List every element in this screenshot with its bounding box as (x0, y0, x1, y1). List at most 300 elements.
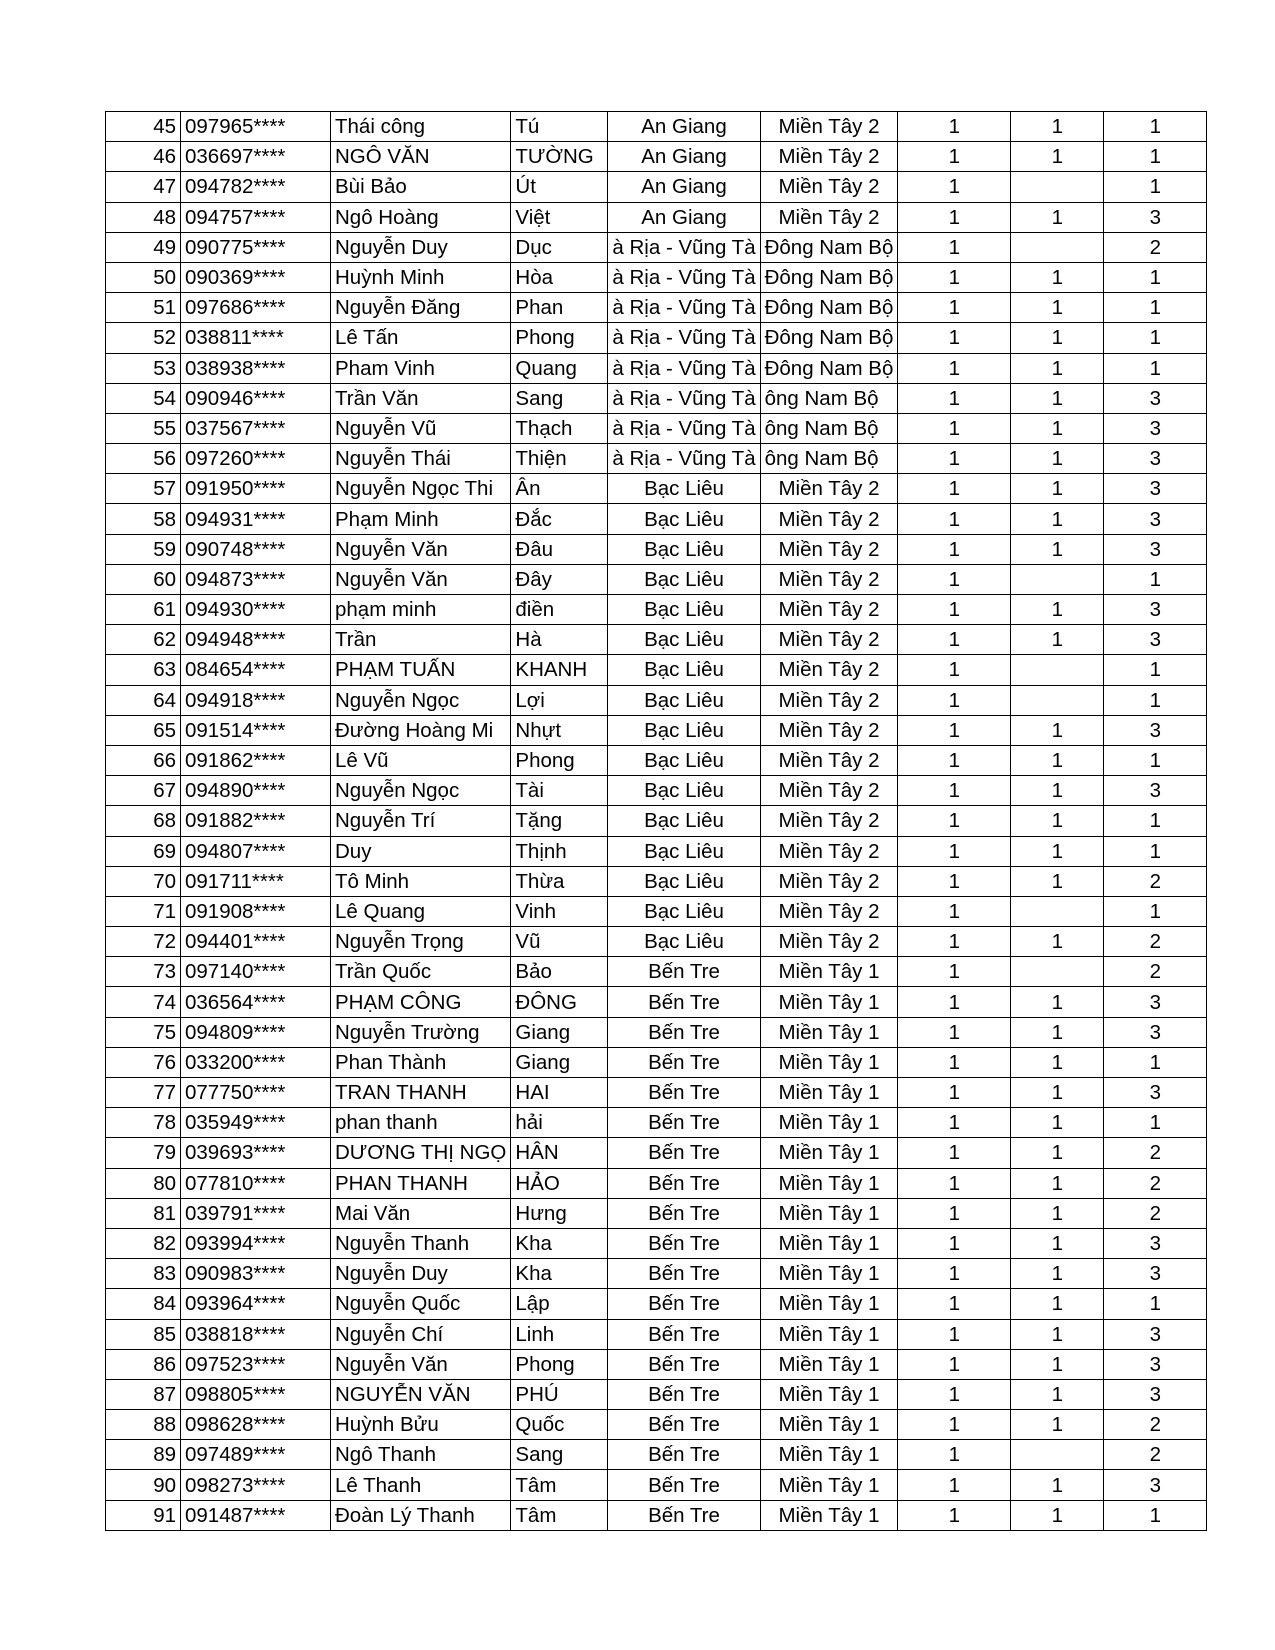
phone-number-cell: 035949**** (181, 1108, 331, 1138)
province-cell: à Rịa - Vũng Tà (608, 413, 760, 443)
region-cell: Miền Tây 2 (760, 655, 898, 685)
phone-number-cell: 038818**** (181, 1319, 331, 1349)
region-cell: Miền Tây 2 (760, 474, 898, 504)
count-3-cell: 3 (1104, 1259, 1207, 1289)
row-number-cell: 68 (106, 806, 181, 836)
count-2-cell: 1 (1011, 776, 1104, 806)
table-row (106, 1108, 1207, 1138)
province-cell: Bến Tre (608, 1470, 760, 1500)
family-name-cell: NGUYỄN VĂN (331, 1379, 511, 1409)
count-2-cell: 1 (1011, 1410, 1104, 1440)
province-cell: An Giang (608, 112, 760, 142)
table-row (106, 534, 1207, 564)
region-cell: Miền Tây 1 (760, 1047, 898, 1077)
province-cell: Bến Tre (608, 1017, 760, 1047)
count-2-cell (1011, 1440, 1104, 1470)
given-name-cell: Quốc (511, 1410, 608, 1440)
family-name-cell: Nguyễn Duy (331, 1259, 511, 1289)
given-name-cell: Việt (511, 202, 608, 232)
phone-number-cell: 091950**** (181, 474, 331, 504)
table-row (106, 413, 1207, 443)
count-2-cell (1011, 232, 1104, 262)
count-2-cell: 1 (1011, 474, 1104, 504)
given-name-cell: Tâm (511, 1500, 608, 1530)
region-cell: Miền Tây 2 (760, 564, 898, 594)
count-1-cell: 1 (898, 1440, 1011, 1470)
phone-number-cell: 094873**** (181, 564, 331, 594)
count-3-cell: 2 (1104, 232, 1207, 262)
count-2-cell (1011, 172, 1104, 202)
given-name-cell: Ân (511, 474, 608, 504)
count-1-cell: 1 (898, 1500, 1011, 1530)
count-3-cell: 2 (1104, 1168, 1207, 1198)
region-cell: Đông Nam Bộ (760, 293, 898, 323)
count-2-cell: 1 (1011, 595, 1104, 625)
table-row (106, 1500, 1207, 1530)
given-name-cell: Phong (511, 323, 608, 353)
given-name-cell: Tặng (511, 806, 608, 836)
given-name-cell: TƯỜNG (511, 142, 608, 172)
count-3-cell: 1 (1104, 806, 1207, 836)
count-2-cell: 1 (1011, 1108, 1104, 1138)
region-cell: Miền Tây 1 (760, 1410, 898, 1440)
given-name-cell: PHÚ (511, 1379, 608, 1409)
phone-number-cell: 091711**** (181, 866, 331, 896)
family-name-cell: PHAN THANH (331, 1168, 511, 1198)
row-number-cell: 70 (106, 866, 181, 896)
table-row (106, 504, 1207, 534)
count-2-cell: 1 (1011, 1500, 1104, 1530)
count-3-cell: 1 (1104, 323, 1207, 353)
count-1-cell: 1 (898, 564, 1011, 594)
phone-number-cell: 094930**** (181, 595, 331, 625)
region-cell: ông Nam Bộ (760, 383, 898, 413)
region-cell: Miền Tây 1 (760, 1470, 898, 1500)
count-1-cell: 1 (898, 1259, 1011, 1289)
province-cell: Bến Tre (608, 1410, 760, 1440)
phone-number-cell: 090369**** (181, 262, 331, 292)
row-number-cell: 61 (106, 595, 181, 625)
family-name-cell: Nguyễn Trọng (331, 927, 511, 957)
phone-number-cell: 094918**** (181, 685, 331, 715)
family-name-cell: Trần (331, 625, 511, 655)
province-cell: Bạc Liêu (608, 866, 760, 896)
phone-number-cell: 091514**** (181, 715, 331, 745)
table-row (106, 323, 1207, 353)
count-2-cell: 1 (1011, 836, 1104, 866)
province-cell: An Giang (608, 142, 760, 172)
count-2-cell: 1 (1011, 293, 1104, 323)
province-cell: Bạc Liêu (608, 564, 760, 594)
count-3-cell: 1 (1104, 685, 1207, 715)
count-1-cell: 1 (898, 534, 1011, 564)
family-name-cell: Pham Vinh (331, 353, 511, 383)
family-name-cell: Nguyễn Ngọc (331, 685, 511, 715)
given-name-cell: Hòa (511, 262, 608, 292)
count-2-cell: 1 (1011, 1289, 1104, 1319)
count-2-cell: 1 (1011, 112, 1104, 142)
family-name-cell: Huỳnh Bửu (331, 1410, 511, 1440)
table-row (106, 112, 1207, 142)
count-1-cell: 1 (898, 806, 1011, 836)
family-name-cell: Nguyễn Quốc (331, 1289, 511, 1319)
count-1-cell: 1 (898, 232, 1011, 262)
count-2-cell (1011, 685, 1104, 715)
table-row (106, 1078, 1207, 1108)
family-name-cell: PHẠM CÔNG (331, 987, 511, 1017)
count-2-cell: 1 (1011, 413, 1104, 443)
row-number-cell: 84 (106, 1289, 181, 1319)
count-3-cell: 3 (1104, 504, 1207, 534)
row-number-cell: 77 (106, 1078, 181, 1108)
region-cell: Miền Tây 1 (760, 1349, 898, 1379)
region-cell: Miền Tây 2 (760, 595, 898, 625)
family-name-cell: phan thanh (331, 1108, 511, 1138)
family-name-cell: Nguyễn Chí (331, 1319, 511, 1349)
table-row (106, 595, 1207, 625)
phone-number-cell: 094931**** (181, 504, 331, 534)
count-3-cell: 3 (1104, 1078, 1207, 1108)
count-1-cell: 1 (898, 927, 1011, 957)
region-cell: ông Nam Bộ (760, 413, 898, 443)
count-2-cell: 1 (1011, 715, 1104, 745)
count-2-cell: 1 (1011, 1138, 1104, 1168)
table-row (106, 293, 1207, 323)
family-name-cell: Bùi Bảo (331, 172, 511, 202)
given-name-cell: Phong (511, 1349, 608, 1379)
table-row (106, 957, 1207, 987)
phone-number-cell: 098628**** (181, 1410, 331, 1440)
count-3-cell: 3 (1104, 1349, 1207, 1379)
phone-number-cell: 090946**** (181, 383, 331, 413)
family-name-cell: Ngô Hoàng (331, 202, 511, 232)
province-cell: Bến Tre (608, 1168, 760, 1198)
phone-number-cell: 094782**** (181, 172, 331, 202)
given-name-cell: Giang (511, 1017, 608, 1047)
count-2-cell (1011, 957, 1104, 987)
province-cell: Bến Tre (608, 1198, 760, 1228)
family-name-cell: Nguyễn Ngọc (331, 776, 511, 806)
given-name-cell: Kha (511, 1259, 608, 1289)
count-2-cell: 1 (1011, 1047, 1104, 1077)
row-number-cell: 85 (106, 1319, 181, 1349)
count-2-cell: 1 (1011, 1228, 1104, 1258)
family-name-cell: Nguyễn Trường (331, 1017, 511, 1047)
region-cell: Đông Nam Bộ (760, 262, 898, 292)
phone-number-cell: 098273**** (181, 1470, 331, 1500)
family-name-cell: NGÔ VĂN (331, 142, 511, 172)
row-number-cell: 81 (106, 1198, 181, 1228)
row-number-cell: 46 (106, 142, 181, 172)
phone-number-cell: 036564**** (181, 987, 331, 1017)
given-name-cell: Phong (511, 745, 608, 775)
row-number-cell: 55 (106, 413, 181, 443)
given-name-cell: Tài (511, 776, 608, 806)
count-1-cell: 1 (898, 836, 1011, 866)
family-name-cell: Nguyễn Đăng (331, 293, 511, 323)
row-number-cell: 82 (106, 1228, 181, 1258)
province-cell: Bạc Liêu (608, 625, 760, 655)
count-2-cell: 1 (1011, 1168, 1104, 1198)
region-cell: Miền Tây 2 (760, 776, 898, 806)
table-row (106, 1349, 1207, 1379)
given-name-cell: Hưng (511, 1198, 608, 1228)
province-cell: Bến Tre (608, 1108, 760, 1138)
phone-number-cell: 077750**** (181, 1078, 331, 1108)
row-number-cell: 90 (106, 1470, 181, 1500)
table-row (106, 776, 1207, 806)
region-cell: Miền Tây 1 (760, 1017, 898, 1047)
given-name-cell: Dục (511, 232, 608, 262)
region-cell: Miền Tây 2 (760, 866, 898, 896)
row-number-cell: 64 (106, 685, 181, 715)
phone-number-cell: 097260**** (181, 444, 331, 474)
table-body (106, 112, 1207, 1531)
row-number-cell: 56 (106, 444, 181, 474)
province-cell: Bạc Liêu (608, 534, 760, 564)
count-2-cell: 1 (1011, 625, 1104, 655)
family-name-cell: PHẠM TUẤN (331, 655, 511, 685)
family-name-cell: Duy (331, 836, 511, 866)
phone-number-cell: 093994**** (181, 1228, 331, 1258)
table-row (106, 1168, 1207, 1198)
region-cell: Miền Tây 2 (760, 504, 898, 534)
count-3-cell: 3 (1104, 534, 1207, 564)
count-3-cell: 1 (1104, 262, 1207, 292)
phone-number-cell: 097965**** (181, 112, 331, 142)
count-2-cell (1011, 655, 1104, 685)
count-1-cell: 1 (898, 625, 1011, 655)
count-1-cell: 1 (898, 987, 1011, 1017)
phone-number-cell: 094809**** (181, 1017, 331, 1047)
family-name-cell: DƯƠNG THỊ NGỌ (331, 1138, 511, 1168)
row-number-cell: 49 (106, 232, 181, 262)
phone-number-cell: 091908**** (181, 896, 331, 926)
given-name-cell: Lợi (511, 685, 608, 715)
region-cell: Miền Tây 1 (760, 1168, 898, 1198)
family-name-cell: Huỳnh Minh (331, 262, 511, 292)
count-2-cell: 1 (1011, 202, 1104, 232)
province-cell: Bạc Liêu (608, 745, 760, 775)
phone-number-cell: 091882**** (181, 806, 331, 836)
phone-number-cell: 077810**** (181, 1168, 331, 1198)
row-number-cell: 66 (106, 745, 181, 775)
table-row (106, 474, 1207, 504)
count-1-cell: 1 (898, 655, 1011, 685)
family-name-cell: Đường Hoàng Mi (331, 715, 511, 745)
family-name-cell: TRAN THANH (331, 1078, 511, 1108)
region-cell: Đông Nam Bộ (760, 323, 898, 353)
region-cell: Miền Tây 2 (760, 836, 898, 866)
given-name-cell: Thừa (511, 866, 608, 896)
province-cell: Bạc Liêu (608, 927, 760, 957)
row-number-cell: 72 (106, 927, 181, 957)
province-cell: à Rịa - Vũng Tà (608, 293, 760, 323)
row-number-cell: 51 (106, 293, 181, 323)
phone-number-cell: 098805**** (181, 1379, 331, 1409)
region-cell: Miền Tây 1 (760, 1198, 898, 1228)
given-name-cell: Thiện (511, 444, 608, 474)
count-2-cell: 1 (1011, 1259, 1104, 1289)
region-cell: Miền Tây 2 (760, 534, 898, 564)
family-name-cell: Nguyễn Văn (331, 534, 511, 564)
count-1-cell: 1 (898, 1108, 1011, 1138)
province-cell: Bến Tre (608, 1289, 760, 1319)
province-cell: Bến Tre (608, 1047, 760, 1077)
table-row (106, 745, 1207, 775)
province-cell: An Giang (608, 202, 760, 232)
table-row (106, 262, 1207, 292)
table-row (106, 1259, 1207, 1289)
family-name-cell: Nguyễn Duy (331, 232, 511, 262)
province-cell: à Rịa - Vũng Tà (608, 323, 760, 353)
row-number-cell: 65 (106, 715, 181, 745)
row-number-cell: 80 (106, 1168, 181, 1198)
province-cell: Bạc Liêu (608, 685, 760, 715)
count-2-cell: 1 (1011, 383, 1104, 413)
phone-number-cell: 097686**** (181, 293, 331, 323)
province-cell: Bến Tre (608, 1500, 760, 1530)
family-name-cell: Nguyễn Ngọc Thi (331, 474, 511, 504)
row-number-cell: 52 (106, 323, 181, 353)
province-cell: Bạc Liêu (608, 836, 760, 866)
family-name-cell: Thái công (331, 112, 511, 142)
table-row (106, 866, 1207, 896)
count-1-cell: 1 (898, 1319, 1011, 1349)
count-1-cell: 1 (898, 293, 1011, 323)
phone-number-cell: 037567**** (181, 413, 331, 443)
count-2-cell: 1 (1011, 262, 1104, 292)
row-number-cell: 71 (106, 896, 181, 926)
count-1-cell: 1 (898, 413, 1011, 443)
count-3-cell: 3 (1104, 413, 1207, 443)
count-1-cell: 1 (898, 745, 1011, 775)
phone-number-cell: 091487**** (181, 1500, 331, 1530)
count-1-cell: 1 (898, 1078, 1011, 1108)
family-name-cell: Mai Văn (331, 1198, 511, 1228)
family-name-cell: phạm minh (331, 595, 511, 625)
table-row (106, 1319, 1207, 1349)
phone-number-cell: 094890**** (181, 776, 331, 806)
row-number-cell: 63 (106, 655, 181, 685)
region-cell: Miền Tây 1 (760, 1228, 898, 1258)
family-name-cell: Phan Thành (331, 1047, 511, 1077)
province-cell: Bạc Liêu (608, 504, 760, 534)
count-1-cell: 1 (898, 323, 1011, 353)
phone-number-cell: 039693**** (181, 1138, 331, 1168)
count-1-cell: 1 (898, 353, 1011, 383)
region-cell: Miền Tây 1 (760, 1138, 898, 1168)
row-number-cell: 86 (106, 1349, 181, 1379)
region-cell: Miền Tây 1 (760, 1500, 898, 1530)
count-3-cell: 3 (1104, 1470, 1207, 1500)
table-row (106, 927, 1207, 957)
table-row (106, 1470, 1207, 1500)
count-2-cell: 1 (1011, 1017, 1104, 1047)
family-name-cell: Trần Quốc (331, 957, 511, 987)
family-name-cell: Tô Minh (331, 866, 511, 896)
province-cell: An Giang (608, 172, 760, 202)
province-cell: Bến Tre (608, 1259, 760, 1289)
count-1-cell: 1 (898, 1168, 1011, 1198)
given-name-cell: điền (511, 595, 608, 625)
count-3-cell: 1 (1104, 112, 1207, 142)
count-2-cell: 1 (1011, 1198, 1104, 1228)
row-number-cell: 78 (106, 1108, 181, 1138)
count-1-cell: 1 (898, 776, 1011, 806)
table-row (106, 1198, 1207, 1228)
row-number-cell: 79 (106, 1138, 181, 1168)
phone-number-cell: 038811**** (181, 323, 331, 353)
count-1-cell: 1 (898, 112, 1011, 142)
count-1-cell: 1 (898, 896, 1011, 926)
row-number-cell: 48 (106, 202, 181, 232)
province-cell: Bến Tre (608, 1440, 760, 1470)
count-1-cell: 1 (898, 142, 1011, 172)
region-cell: Miền Tây 2 (760, 112, 898, 142)
count-3-cell: 1 (1104, 1047, 1207, 1077)
region-cell: Miền Tây 1 (760, 1108, 898, 1138)
count-2-cell: 1 (1011, 1470, 1104, 1500)
row-number-cell: 54 (106, 383, 181, 413)
phone-number-cell: 097140**** (181, 957, 331, 987)
region-cell: Miền Tây 2 (760, 202, 898, 232)
count-1-cell: 1 (898, 262, 1011, 292)
region-cell: Miền Tây 2 (760, 715, 898, 745)
count-3-cell: 3 (1104, 202, 1207, 232)
phone-number-cell: 094807**** (181, 836, 331, 866)
given-name-cell: Kha (511, 1228, 608, 1258)
row-number-cell: 50 (106, 262, 181, 292)
count-1-cell: 1 (898, 172, 1011, 202)
table-row (106, 1138, 1207, 1168)
count-3-cell: 3 (1104, 987, 1207, 1017)
count-2-cell: 1 (1011, 534, 1104, 564)
given-name-cell: Giang (511, 1047, 608, 1077)
phone-number-cell: 093964**** (181, 1289, 331, 1319)
count-1-cell: 1 (898, 595, 1011, 625)
count-3-cell: 1 (1104, 293, 1207, 323)
province-cell: Bến Tre (608, 1228, 760, 1258)
family-name-cell: Lê Tấn (331, 323, 511, 353)
count-1-cell: 1 (898, 715, 1011, 745)
phone-number-cell: 094401**** (181, 927, 331, 957)
count-3-cell: 2 (1104, 957, 1207, 987)
table-row (106, 142, 1207, 172)
region-cell: ông Nam Bộ (760, 444, 898, 474)
table-row (106, 1017, 1207, 1047)
count-2-cell: 1 (1011, 323, 1104, 353)
region-cell: Miền Tây 1 (760, 957, 898, 987)
given-name-cell: Lập (511, 1289, 608, 1319)
given-name-cell: Phan (511, 293, 608, 323)
table-row (106, 1289, 1207, 1319)
count-3-cell: 2 (1104, 866, 1207, 896)
count-3-cell: 1 (1104, 655, 1207, 685)
given-name-cell: HẢO (511, 1168, 608, 1198)
row-number-cell: 69 (106, 836, 181, 866)
count-1-cell: 1 (898, 1349, 1011, 1379)
phone-number-cell: 039791**** (181, 1198, 331, 1228)
region-cell: Miền Tây 2 (760, 896, 898, 926)
province-cell: Bến Tre (608, 987, 760, 1017)
count-2-cell: 1 (1011, 806, 1104, 836)
province-cell: Bạc Liêu (608, 595, 760, 625)
region-cell: Miền Tây 1 (760, 1289, 898, 1319)
province-cell: Bến Tre (608, 1349, 760, 1379)
count-1-cell: 1 (898, 1017, 1011, 1047)
given-name-cell: Bảo (511, 957, 608, 987)
